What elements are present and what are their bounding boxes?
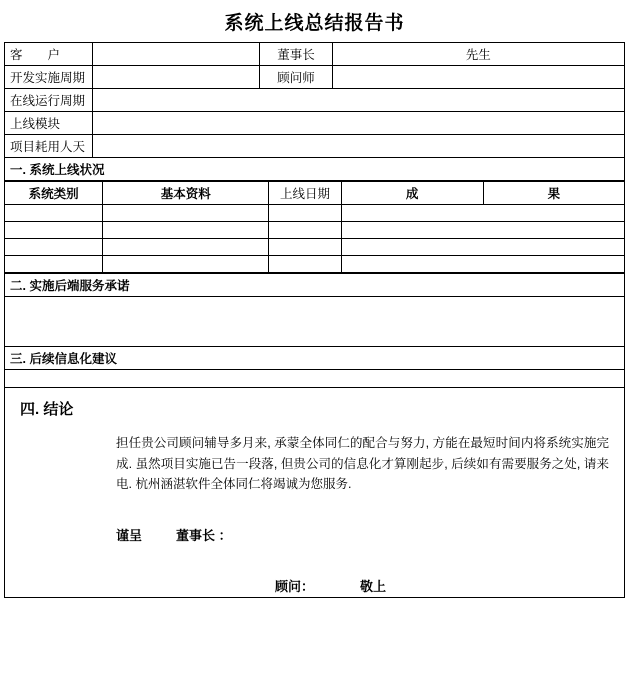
column-header-basic-info: 基本资料 [103, 182, 269, 205]
cell-basic-info[interactable] [103, 256, 269, 273]
table-row [5, 43, 625, 66]
table-row [5, 89, 625, 112]
cell-result[interactable] [341, 205, 624, 222]
section-body-cell[interactable] [5, 370, 625, 388]
cell-result[interactable] [341, 239, 624, 256]
column-header-category: 系统类别 [5, 182, 103, 205]
cell-category[interactable] [5, 222, 103, 239]
cell-basic-info[interactable] [103, 205, 269, 222]
table-row [5, 205, 625, 222]
info-value-online-period[interactable] [93, 89, 625, 112]
signature-left-label: 谨呈 [116, 527, 143, 543]
info-label-modules: 上线模块 [5, 112, 93, 135]
conclusion-cell [5, 388, 625, 598]
table-row [5, 112, 625, 135]
cell-online-date[interactable] [269, 222, 341, 239]
section-heading-status: 一. 系统上线状况 [5, 158, 625, 181]
section-heading-conclusion: 四. 结论 [20, 401, 74, 418]
table-row [5, 135, 625, 158]
status-table [4, 181, 625, 273]
signature-right-value: 敬上 [360, 578, 387, 594]
info-label-online-period: 在线运行周期 [5, 89, 93, 112]
cell-basic-info[interactable] [103, 239, 269, 256]
table-row [5, 256, 625, 273]
cell-online-date[interactable] [269, 239, 341, 256]
sections-table [4, 273, 625, 598]
section-heading-row [5, 158, 625, 181]
cell-category[interactable] [5, 205, 103, 222]
cell-online-date[interactable] [269, 256, 341, 273]
conclusion-paragraph: 担任贵公司顾问辅导多月来, 承蒙全体同仁的配合与努力, 方能在最短时间内将系统实施完成. 虽然项目实施已告一段落, 但贵公司的信息化才算刚起步, 后续如有需要服务之处, 请来电. 杭州涵湛软件全体同仁将竭诚为您服务. [116, 436, 609, 492]
signature-right-label: 顾问： [275, 578, 315, 594]
cell-category[interactable] [5, 256, 103, 273]
section-conclusion [5, 388, 625, 598]
signature-right [275, 576, 609, 595]
signature-left [116, 525, 609, 544]
table-row [5, 239, 625, 256]
cell-category[interactable] [5, 239, 103, 256]
section-body-cell[interactable] [5, 297, 625, 347]
section-heading-row [5, 347, 625, 370]
column-header-online-date: 上线日期 [269, 182, 341, 205]
page-title: 系统上线总结报告书 [224, 13, 405, 34]
info-value-customer[interactable] [93, 43, 260, 66]
info-label-consultant: 顾问师 [260, 66, 332, 89]
section-heading-service-commitment: 二. 实施后端服务承诺 [5, 274, 625, 297]
table-row [5, 66, 625, 89]
cell-result[interactable] [341, 256, 624, 273]
section-body-it-suggestions[interactable] [5, 370, 625, 388]
table-row [5, 222, 625, 239]
info-label-dev-period: 开发实施周期 [5, 66, 93, 89]
info-table [4, 42, 625, 181]
info-value-chairman[interactable]: 先生 [332, 43, 624, 66]
info-value-dev-period[interactable] [93, 66, 260, 89]
info-label-chairman: 董事长 [260, 43, 332, 66]
column-header-result-1: 成 [341, 182, 483, 205]
info-value-modules[interactable] [93, 112, 625, 135]
info-value-consultant[interactable] [332, 66, 624, 89]
column-header-result-2: 果 [483, 182, 624, 205]
cell-basic-info[interactable] [103, 222, 269, 239]
info-value-mandays[interactable] [93, 135, 625, 158]
info-label-customer: 客 户 [5, 43, 93, 66]
cell-online-date[interactable] [269, 205, 341, 222]
section-heading-row [5, 274, 625, 297]
signature-left-value: 董事长 ： [176, 527, 232, 543]
section-heading-it-suggestions: 三. 后续信息化建议 [5, 347, 625, 370]
section-body-service-commitment[interactable] [5, 297, 625, 347]
status-table-header [5, 182, 625, 205]
info-label-mandays: 项目耗用人天 [5, 135, 93, 158]
cell-result[interactable] [341, 222, 624, 239]
